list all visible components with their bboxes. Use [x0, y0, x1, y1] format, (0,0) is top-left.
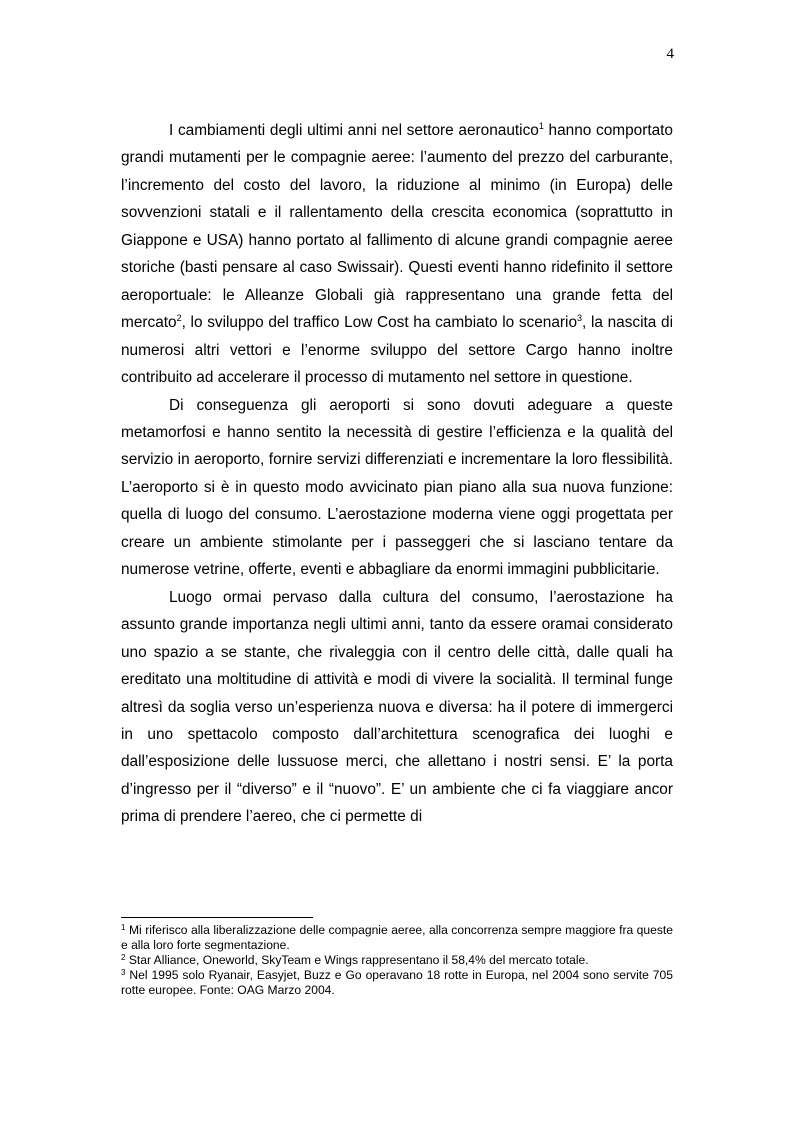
- text-segment: Luogo ormai pervaso dalla cultura del consumo, l’aerostazione ha assunto grande importanza negli ultimi anni, tanto da essere oramai considerato uno spazio a se stante, che rivaleggia con il centro delle città, dalle quali ha ereditato una moltitudine di attività e modi di vivere la socialità. Il terminal funge altresì da soglia verso un’esperienza nuova e diversa: ha il potere di immergerci in uno spettacolo composto dall’architettura scenografica dei luoghi e dall’esposizione delle lussuose merci, che allettano i nostri sensi. E’ la porta d’ingresso per il “diverso” e il “nuovo”. E’ un ambiente che ci fa viaggiare ancor prima di prendere l’aereo, che ci permette di: [121, 588, 673, 826]
- footnote-number: 2: [121, 952, 126, 962]
- footnote-1: [121, 923, 673, 953]
- footnote-ref-1[interactable]: 1: [538, 121, 544, 131]
- text-segment: , lo sviluppo del traffico Low Cost ha cambiato lo scenario: [181, 314, 578, 332]
- body-text: [121, 117, 673, 831]
- footnote-number: 1: [121, 923, 126, 932]
- footnote-number: 3: [121, 967, 126, 977]
- paragraph: [121, 584, 673, 831]
- text-segment: , la nascita di numerosi altri vettori e l’enorme sviluppo del settore Cargo hanno inoltre contribuito ad accelerare il processo di mutamento nel settore in questione.: [121, 314, 674, 387]
- paragraph: [121, 392, 673, 584]
- footnote-ref-3[interactable]: 3: [577, 313, 583, 324]
- footnote-text: Star Alliance, Oneworld, SkyTeam e Wings rappresentano il 58,4% del mercato totale.: [125, 952, 589, 967]
- page-number: 4: [666, 46, 674, 62]
- footnote-separator: [121, 917, 313, 918]
- footnote-2: [121, 953, 673, 968]
- text-segment: hanno comportato grandi mutamenti per le compagnie aeree: l’aumento del prezzo del carburante, l’incremento del costo del lavoro, la riduzione al minimo (in Europa) delle sovvenzioni statali e il rallentamento della crescita economica (soprattutto in Giappone e USA) hanno portato al fallimento di alcune grandi compagnie aeree storiche (basti pensare al caso Swissair). Questi eventi hanno ridefinito il settore aeroportuale: le Alleanze Globali già rappresentano una grande fetta del mercato: [121, 122, 673, 332]
- text-segment: Di conseguenza gli aeroporti si sono dovuti adeguare a queste metamorfosi e hanno sentito la necessità di gestire l’efficienza e la qualità del servizio in aeroporto, fornire servizi differenziati e incrementare la loro flessibilità. L’aeroporto si è in questo modo avvicinato pian piano alla sua nuova funzione: quella di luogo del consumo. L’aerostazione moderna viene oggi progettata per creare un ambiente stimolante per i passeggeri che si lasciano tentare da numerose vetrine, offerte, eventi e abbagliare da enormi immagini pubblicitarie.: [121, 396, 673, 579]
- paragraph: [121, 117, 673, 392]
- footnote-text: Mi riferisco alla liberalizzazione delle compagnie aeree, alla concorrenza sempre maggiore fra queste e alla loro forte segmentazione.: [121, 923, 673, 952]
- footnote-3: [121, 968, 673, 998]
- footnote-text: Nel 1995 solo Ryanair, Easyjet, Buzz e Go operavano 18 rotte in Europa, nel 2004 sono servite 705 rotte europee. Fonte: OAG Marzo 2004.: [121, 967, 673, 997]
- footnote-ref-2[interactable]: 2: [176, 313, 182, 324]
- text-segment: I cambiamenti degli ultimi anni nel settore aeronautico: [169, 122, 539, 139]
- footnotes: [121, 923, 673, 998]
